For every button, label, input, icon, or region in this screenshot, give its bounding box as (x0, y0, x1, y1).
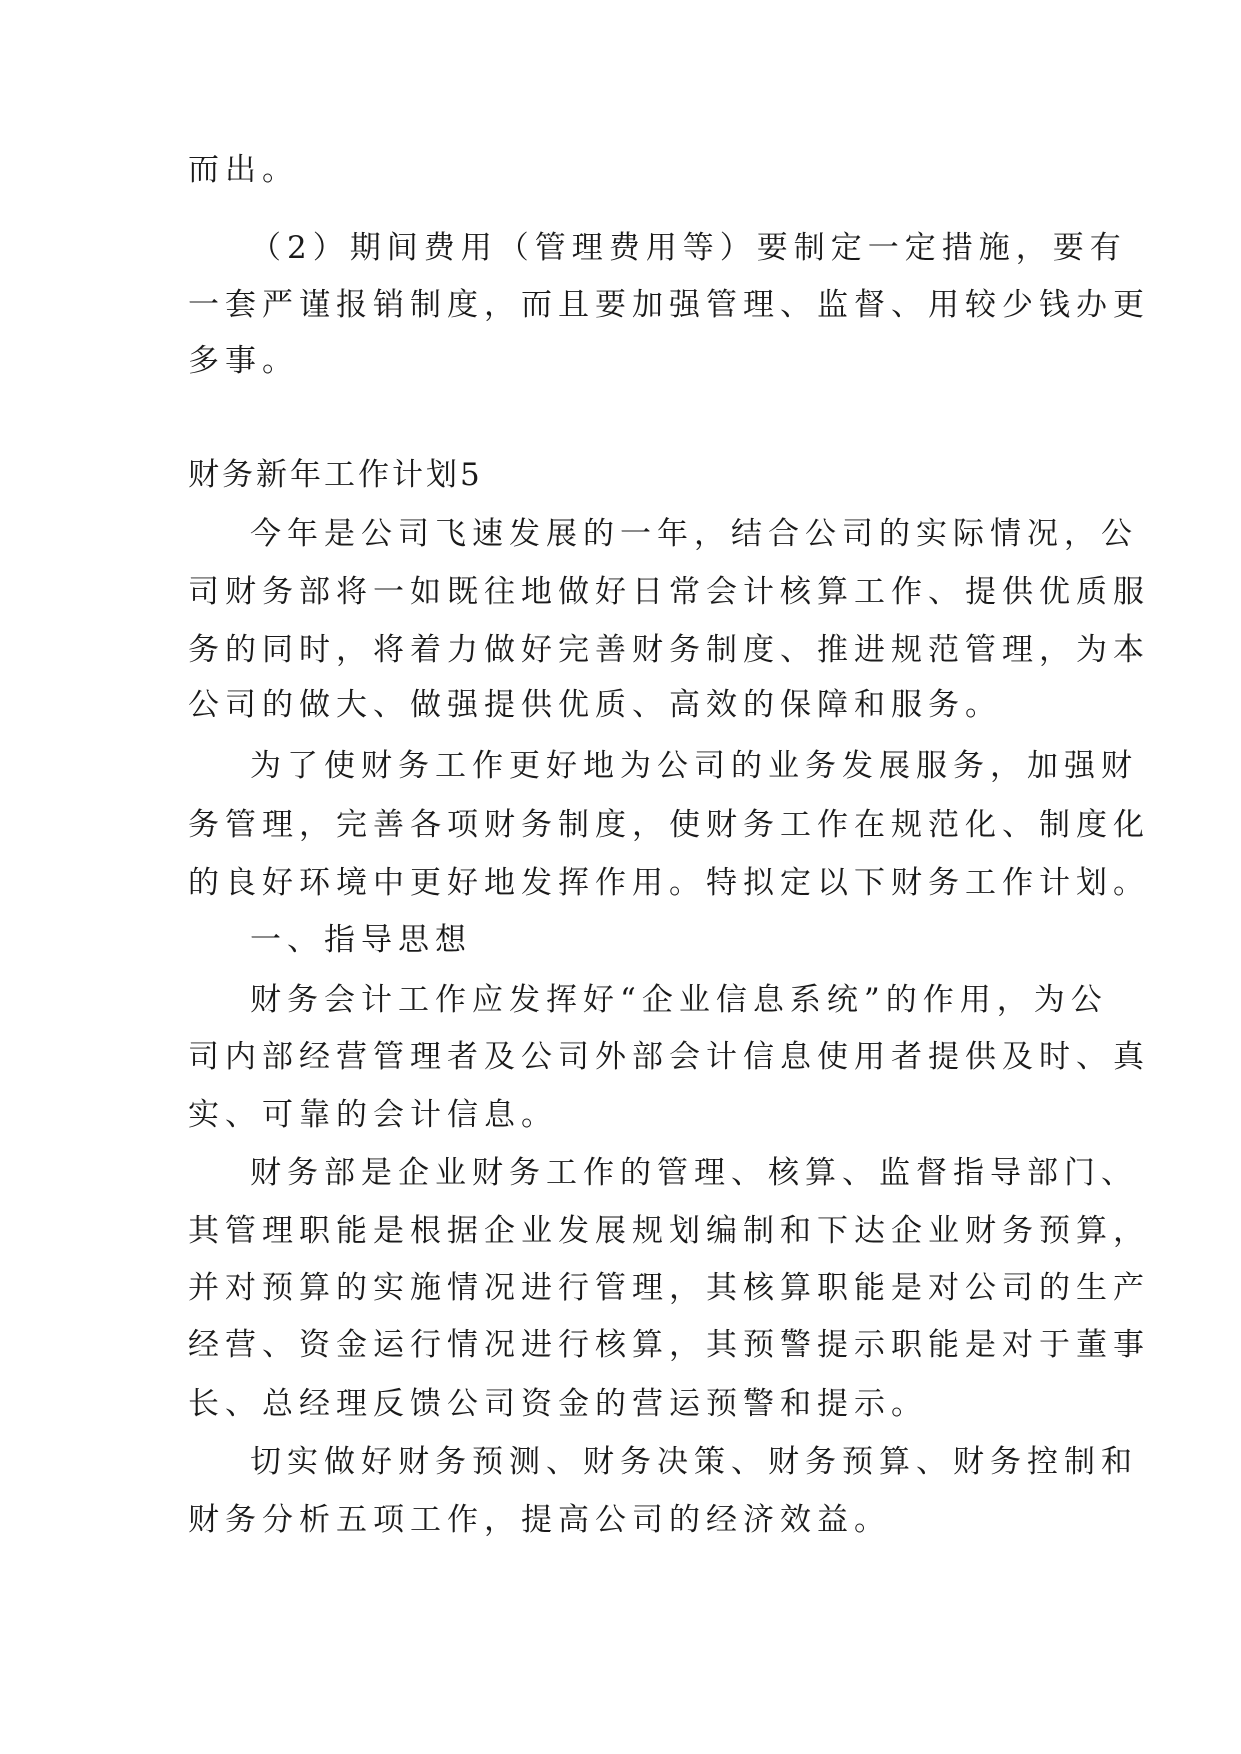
text-line: 其管理职能是根据企业发展规划编制和下达企业财务预算， (188, 1213, 1150, 1249)
text-line: 实、可靠的会计信息。 (188, 1097, 558, 1133)
text-line: 财务分析五项工作，提高公司的经济效益。 (188, 1502, 891, 1538)
text-line: 司内部经营管理者及公司外部会计信息使用者提供及时、真 (188, 1039, 1150, 1075)
section-heading: 财务新年工作计划5 (188, 457, 483, 493)
text-line: 公司的做大、做强提供优质、高效的保障和服务。 (188, 687, 1002, 723)
text-line: 的良好环境中更好地发挥作用。特拟定以下财务工作计划。 (188, 865, 1150, 901)
text-line: 务管理，完善各项财务制度，使财务工作在规范化、制度化 (188, 807, 1150, 843)
text-line: 为了使财务工作更好地为公司的业务发展服务，加强财 (250, 748, 1138, 784)
text-line: 一套严谨报销制度，而且要加强管理、监督、用较少钱办更 (188, 287, 1150, 323)
text-line: 司财务部将一如既往地做好日常会计核算工作、提供优质服 (188, 574, 1150, 610)
text-line: 经营、资金运行情况进行核算，其预警提示职能是对于董事 (188, 1327, 1150, 1363)
text-line: 并对预算的实施情况进行管理，其核算职能是对公司的生产 (188, 1270, 1150, 1306)
text-line: 长、总经理反馈公司资金的营运预警和提示。 (188, 1386, 928, 1422)
text-line: 务的同时，将着力做好完善财务制度、推进规范管理，为本 (188, 632, 1150, 668)
subsection-heading: 一、指导思想 (250, 922, 472, 958)
text-line: （2）期间费用（管理费用等）要制定一定措施，要有 (250, 230, 1127, 266)
text-line: 多事。 (188, 343, 299, 379)
text-line: 财务会计工作应发挥好“企业信息系统”的作用，为公 (250, 982, 1108, 1018)
text-line: 而出。 (188, 152, 299, 188)
text-line: 今年是公司飞速发展的一年，结合公司的实际情况，公 (250, 516, 1138, 552)
text-line: 财务部是企业财务工作的管理、核算、监督指导部门、 (250, 1155, 1138, 1191)
text-line: 切实做好财务预测、财务决策、财务预算、财务控制和 (250, 1444, 1138, 1480)
